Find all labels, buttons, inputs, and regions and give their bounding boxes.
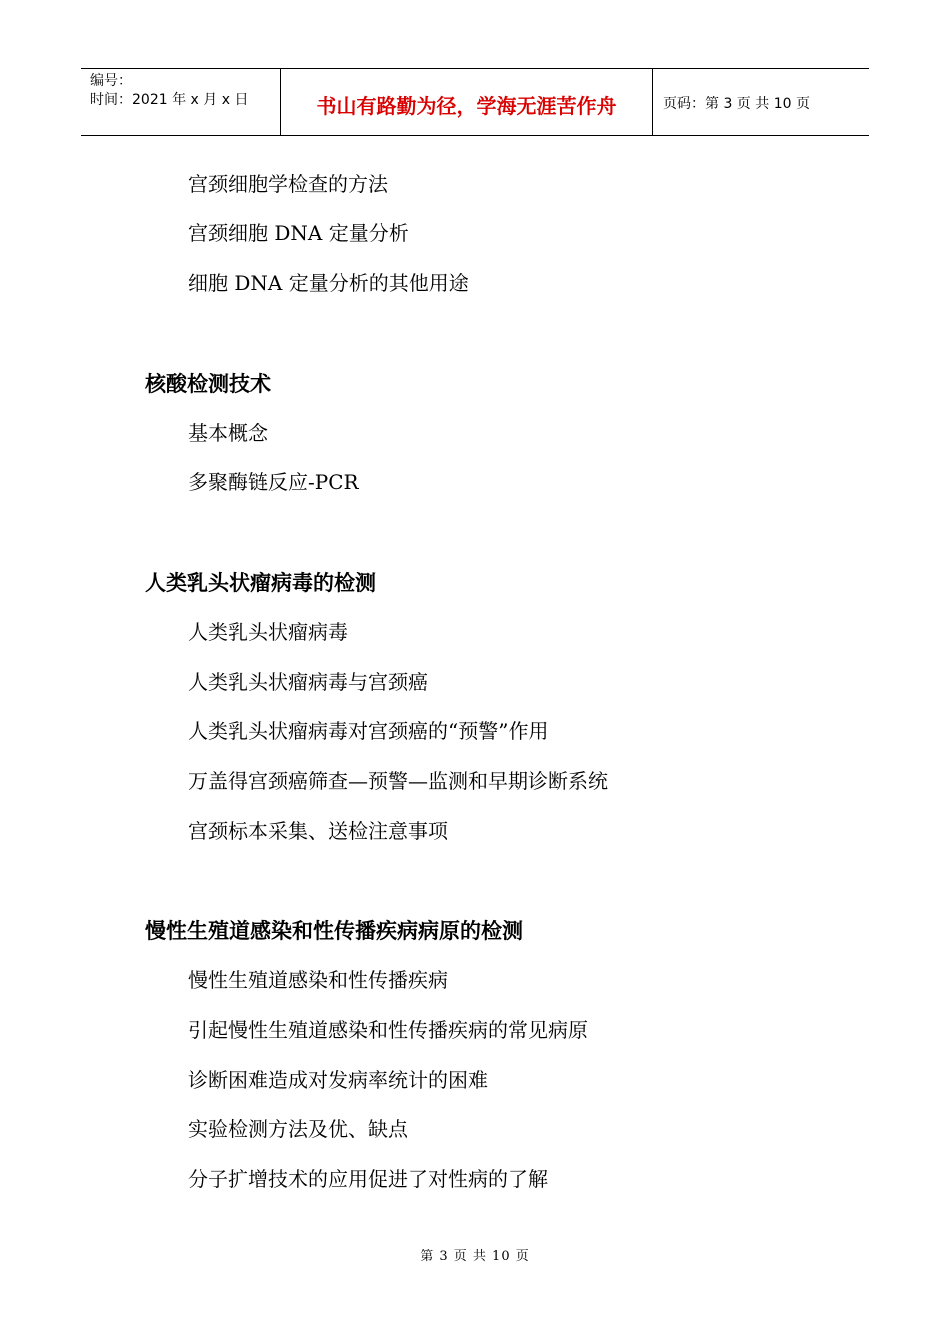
list-item: 人类乳头状瘤病毒 — [188, 620, 348, 644]
header-meta — [81, 69, 281, 135]
list-item: 分子扩增技术的应用促进了对性病的了解 — [188, 1167, 548, 1191]
list-item: 宫颈标本采集、送检注意事项 — [188, 819, 448, 843]
list-item: 多聚酶链反应-PCR — [188, 470, 359, 494]
list-item: 人类乳头状瘤病毒对宫颈癌的“预警”作用 — [188, 719, 549, 743]
section-heading: 核酸检测技术 — [145, 372, 271, 396]
section-heading: 人类乳头状瘤病毒的检测 — [145, 571, 376, 595]
list-item: 宫颈细胞学检查的方法 — [188, 172, 388, 196]
list-item: 万盖得宫颈癌筛查—预警—监测和早期诊断系统 — [188, 769, 608, 793]
page-header — [81, 68, 869, 136]
list-item: 慢性生殖道感染和性传播疾病 — [188, 968, 448, 992]
document-number-label: 编号： — [90, 73, 132, 89]
document-time-label: 时间：2021 年 x 月 x 日 — [90, 92, 249, 108]
list-item: 细胞 DNA 定量分析的其他用途 — [188, 271, 469, 295]
section-heading: 慢性生殖道感染和性传播疾病病原的检测 — [145, 919, 523, 943]
page-footer: 第 3 页 共 10 页 — [420, 1249, 530, 1264]
list-item: 实验检测方法及优、缺点 — [188, 1117, 408, 1141]
list-item: 诊断困难造成对发病率统计的困难 — [188, 1068, 488, 1092]
header-motto: 书山有路勤为径，学海无涯苦作舟 — [281, 69, 653, 135]
list-item: 基本概念 — [188, 421, 268, 445]
list-item: 宫颈细胞 DNA 定量分析 — [188, 221, 409, 245]
list-item: 引起慢性生殖道感染和性传播疾病的常见病原 — [188, 1018, 588, 1042]
list-item: 人类乳头状瘤病毒与宫颈癌 — [188, 670, 428, 694]
header-page-info: 页码：第 3 页 共 10 页 — [663, 96, 810, 112]
